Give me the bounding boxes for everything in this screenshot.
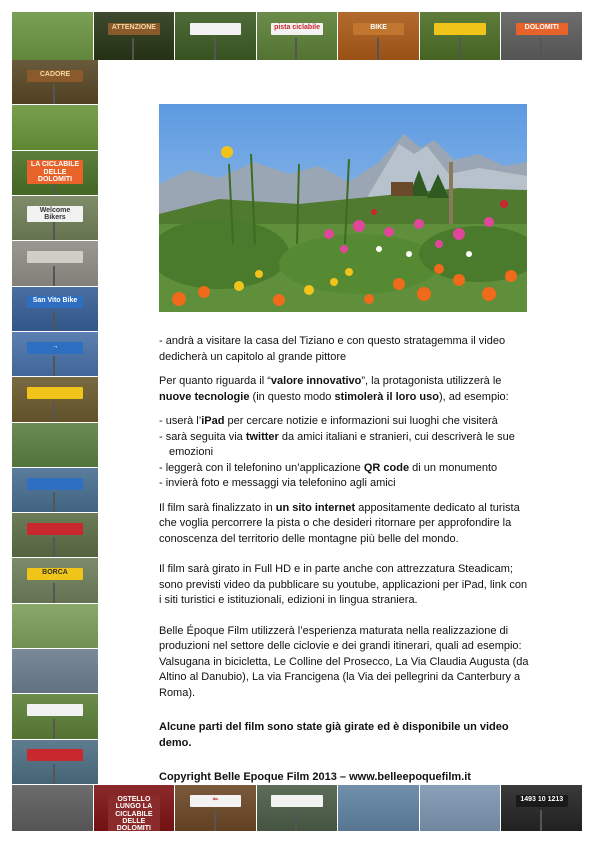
bullet2-text-2: da amici italiani e stranieri, cui descriverà le sue emozioni bbox=[169, 430, 515, 458]
bullet2-bold: twitter bbox=[245, 430, 279, 443]
sign-pole bbox=[53, 84, 55, 104]
site-text-1: Il film sarà finalizzato in bbox=[159, 501, 276, 514]
sign-board bbox=[27, 251, 82, 263]
sign-pole bbox=[295, 810, 297, 831]
sign-board: San Vito Bike bbox=[27, 296, 82, 308]
sign-pole bbox=[132, 38, 134, 60]
innovative-text-3: (in questo modo bbox=[249, 390, 335, 403]
sign-board: 1493 10 1213 bbox=[516, 795, 568, 807]
bullet1-text-2: per cercare notizie e informazioni sui luoghi che visiterà bbox=[224, 415, 498, 427]
sign-board: BORCA bbox=[27, 568, 82, 580]
sign-board: CADORE bbox=[27, 70, 82, 82]
list-item-twitter bbox=[159, 430, 531, 461]
sign-board bbox=[27, 704, 82, 716]
sign-pole bbox=[295, 38, 297, 60]
list-item-photos: - invierà foto e messaggi via telefonino agli amici bbox=[159, 477, 396, 489]
red-white-sign-photo bbox=[12, 513, 98, 558]
copyright-line: Copyright Belle Epoque Film 2013 – www.belleepoquefilm.it bbox=[159, 771, 471, 783]
bullet2-text-1: - sarà seguita via bbox=[159, 430, 246, 443]
list-item-qrcode bbox=[159, 461, 531, 477]
flower-garden-photo bbox=[159, 104, 527, 312]
sign-board: Welcome Bikers bbox=[27, 206, 82, 223]
sign-board: → bbox=[27, 342, 82, 354]
sign-board bbox=[27, 523, 82, 535]
intro-paragraph: - andrà a visitare la casa del Tiziano e con questo stratagemma il video dedicherà un capitolo al grande pittore bbox=[159, 335, 506, 363]
sign-pole bbox=[540, 38, 542, 60]
experience-paragraph: Belle Époque Film utilizzerà l’esperienza maturata nella realizzazione di produzioni nel settore delle ciclovie e dei grandi itinerari, quali ad esempio: Valsugana in bicicletta, Le Colline del Prosecco, La Via Claudia Augusta (da Altino al Danubio), La via Francigena (la Via dei pellegrini da Canterbury a Roma). bbox=[159, 624, 529, 699]
green-hill-photo bbox=[12, 105, 98, 150]
sign-board: pista ciclabile bbox=[271, 23, 323, 35]
sign-board bbox=[27, 478, 82, 490]
sign-board: LA CICLABILE DELLE DOLOMITI bbox=[27, 160, 82, 184]
cyclist-road-photo bbox=[12, 12, 94, 60]
blue-bike-sign-photo bbox=[12, 332, 98, 377]
bullet1-text-1: - userà l’ bbox=[159, 415, 202, 427]
road-signs-photo bbox=[12, 740, 98, 785]
sign-board: OSTELLO LUNGO LA CICLABILE DELLE DOLOMITI bbox=[108, 795, 160, 831]
direction-board-photo bbox=[12, 694, 98, 739]
stone-plaque-photo bbox=[12, 241, 98, 286]
innovative-text-1: Per quanto riguarda il “ bbox=[159, 375, 271, 387]
sign-pole bbox=[377, 38, 379, 60]
yellow-sign-photo bbox=[420, 12, 502, 60]
technology-list bbox=[159, 414, 531, 492]
fullhd-paragraph: Il film sarà girato in Full HD e in parte anche con attrezzatura Steadicam; sono previsti video da pubblicare su youtube, applicazioni per iPad, link con i siti turistici e istituzionali, edizioni in lingua straniera. bbox=[159, 563, 528, 606]
yellow-wood-sign-photo bbox=[12, 377, 98, 422]
sign-pole bbox=[214, 38, 216, 60]
sign-board bbox=[434, 23, 486, 35]
sign-pole bbox=[53, 583, 55, 603]
innovative-bold-2: nuove tecnologie bbox=[159, 390, 250, 403]
innovative-value-paragraph bbox=[159, 374, 531, 405]
sign-board bbox=[271, 795, 323, 807]
bike-path-sign-photo bbox=[257, 12, 339, 60]
sign-board bbox=[27, 749, 82, 761]
sign-board: ⇐ bbox=[190, 795, 242, 807]
site-bold: un sito internet bbox=[275, 501, 356, 514]
sign-pole bbox=[53, 266, 55, 286]
ciclabile-dolomiti-sign-photo bbox=[12, 151, 98, 196]
innovative-text-4: ), ad esempio: bbox=[439, 390, 509, 403]
bullet3-bold: QR code bbox=[363, 461, 410, 474]
site-text-2: appositamente dedicato al turista che voglia percorrere la pista o che desideri ritornare per approfondire la conoscenza del territorio delle montagne più belle del mondo. bbox=[159, 501, 520, 545]
borca-sign-photo bbox=[12, 558, 98, 603]
cadore-wood-sign-photo bbox=[12, 60, 98, 105]
left-photo-strip bbox=[12, 60, 98, 785]
san-vito-bike-photo bbox=[12, 287, 98, 332]
welcome-bikers-photo bbox=[12, 196, 98, 241]
banner-photo bbox=[501, 12, 583, 60]
sign-pole bbox=[53, 719, 55, 739]
sign-pole bbox=[53, 356, 55, 376]
no-bikes-sign-photo bbox=[12, 468, 98, 513]
sign-pole bbox=[53, 402, 55, 422]
main-content bbox=[159, 104, 531, 795]
white-sign-photo bbox=[175, 12, 257, 60]
sign-pole bbox=[53, 311, 55, 331]
wooden-sign-photo bbox=[94, 12, 176, 60]
sign-pole bbox=[53, 764, 55, 784]
sign-board: BIKE bbox=[353, 23, 405, 35]
bullet1-bold: iPad bbox=[201, 415, 225, 427]
sign-pole bbox=[53, 492, 55, 512]
innovative-text-2: ”, la protagonista utilizzerà le bbox=[361, 375, 502, 387]
sign-pole bbox=[540, 810, 542, 831]
bus-photo bbox=[12, 649, 98, 694]
cadore-bike-photo bbox=[338, 12, 420, 60]
sign-pole bbox=[53, 537, 55, 557]
map-board-photo bbox=[12, 604, 98, 649]
sign-board bbox=[190, 23, 242, 35]
demo-paragraph: Alcune parti del film sono state già girate ed è disponibile un video demo. bbox=[159, 721, 509, 749]
website-paragraph bbox=[159, 501, 531, 548]
sign-board bbox=[27, 387, 82, 399]
list-item-ipad bbox=[159, 414, 531, 430]
sign-pole bbox=[53, 220, 55, 240]
sign-pole bbox=[214, 810, 216, 831]
top-photo-strip bbox=[12, 12, 583, 60]
village-photo bbox=[12, 423, 98, 468]
bike-rack-photo bbox=[12, 785, 94, 831]
innovative-bold-1: valore innovativo bbox=[270, 375, 362, 387]
innovative-bold-3: stimolerà il loro uso bbox=[334, 390, 439, 403]
bullet3-text-1: - leggerà con il telefonino un’applicazione bbox=[159, 461, 364, 474]
hero-illustration bbox=[159, 104, 527, 312]
sign-board: ATTENZIONE bbox=[108, 23, 160, 35]
sign-pole bbox=[459, 38, 461, 60]
sign-board: DOLOMITI bbox=[516, 23, 568, 35]
bullet3-text-2: di un monumento bbox=[409, 461, 498, 474]
